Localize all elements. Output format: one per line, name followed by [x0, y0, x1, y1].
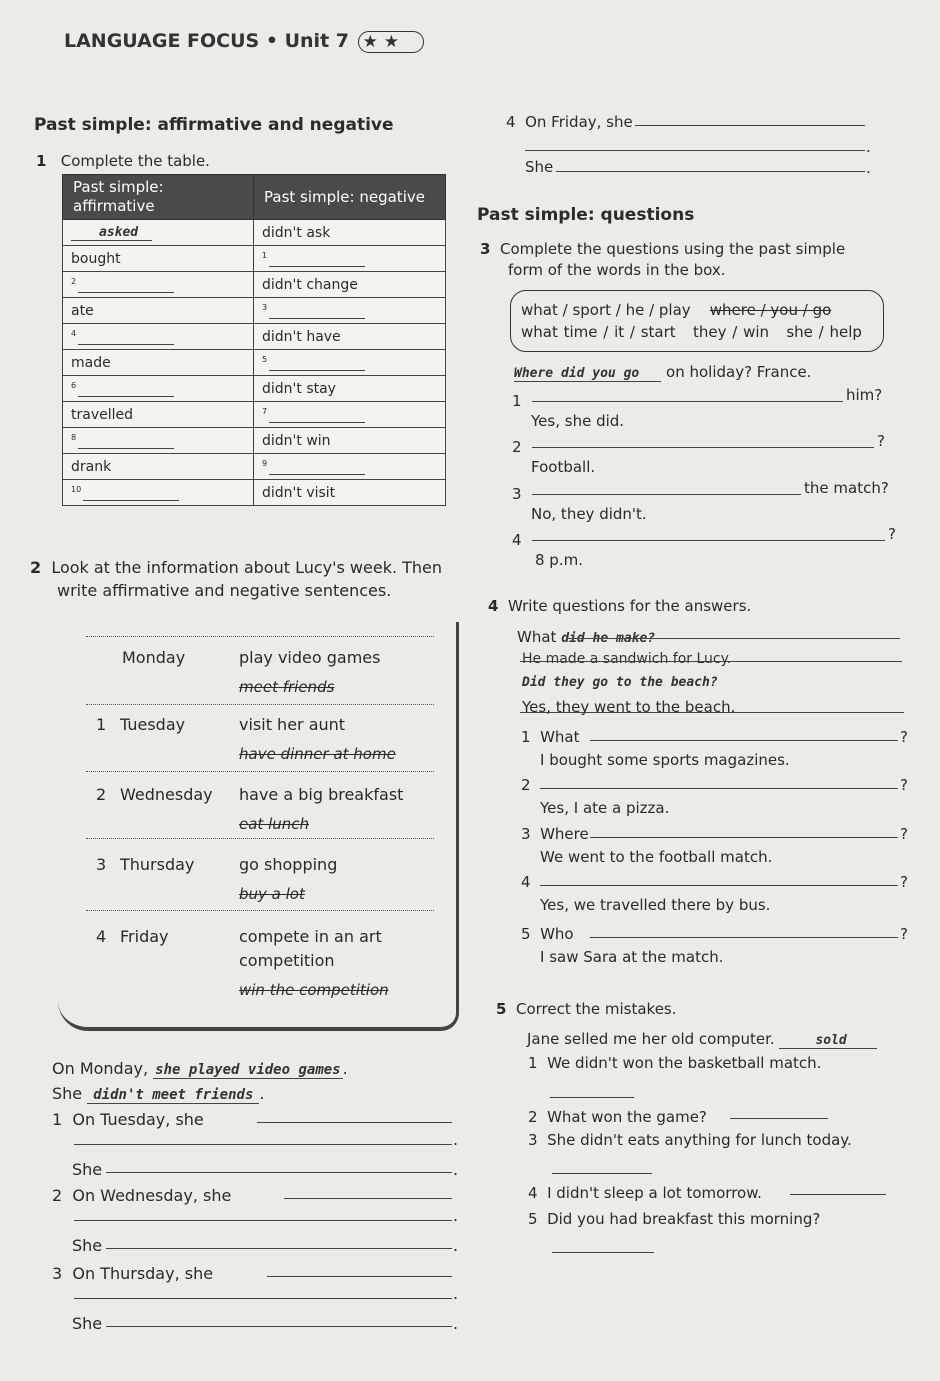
- ex3-example: Where did you go on holiday? France.: [514, 363, 812, 381]
- answer-blank: [269, 356, 365, 371]
- negative-cell[interactable]: [254, 350, 446, 376]
- table-row: [63, 246, 446, 272]
- ex2-item-4-answer-line-2[interactable]: [525, 150, 865, 151]
- affirmative-cell[interactable]: [63, 428, 254, 454]
- affirmative-cell[interactable]: [63, 324, 254, 350]
- item-number: 3: [262, 302, 268, 312]
- question-mark: ?: [900, 825, 908, 843]
- table-row: [63, 220, 446, 246]
- ex3-answer-line[interactable]: [532, 401, 843, 402]
- ex2-example-affirmative: On Monday, she played video games .: [52, 1059, 348, 1078]
- ex3-answer-line[interactable]: [532, 540, 885, 541]
- affirmative-cell: bought: [63, 246, 254, 272]
- ex5-answer-line[interactable]: [552, 1252, 654, 1253]
- ex4-answer: We went to the football match.: [540, 848, 773, 866]
- word-box: [510, 290, 884, 352]
- answer-line[interactable]: [106, 1248, 452, 1249]
- item-number: 1: [262, 250, 268, 260]
- exercise-1-instruction: 1 Complete the table.: [36, 152, 210, 170]
- table-row: [63, 350, 446, 376]
- period: .: [866, 138, 871, 156]
- ex5-example: Jane selled me her old computer. sold: [527, 1030, 877, 1049]
- ex5-sentence: 5 Did you had breakfast this morning?: [528, 1210, 821, 1228]
- table-row: [63, 324, 446, 350]
- period: .: [453, 1236, 459, 1255]
- answer-line[interactable]: [106, 1172, 452, 1173]
- table-row: [63, 428, 446, 454]
- negative-cell: didn't ask: [254, 220, 446, 246]
- activity-done: play video games: [239, 648, 381, 667]
- item-number: 5: [262, 354, 268, 364]
- answer-line[interactable]: [284, 1198, 452, 1199]
- ex4-answer-line[interactable]: [590, 740, 898, 741]
- item-number: 10: [71, 484, 82, 494]
- difficulty-stars: ★ ★: [358, 31, 424, 53]
- ex2-item-4-answer-line[interactable]: [635, 125, 865, 126]
- ex3-question-end: the match?: [804, 479, 889, 497]
- ex2-item-she: She: [72, 1236, 103, 1255]
- ex5-answer-line[interactable]: [730, 1118, 828, 1119]
- affirmative-cell: ate: [63, 298, 254, 324]
- affirmative-cell: drank: [63, 454, 254, 480]
- ex4-question: 1 What: [521, 728, 580, 746]
- ex2-item-she: She: [72, 1314, 103, 1333]
- question-mark: ?: [900, 873, 908, 891]
- ex4-question: 5 Who: [521, 925, 574, 943]
- answer-blank: [269, 408, 365, 423]
- question-mark: ?: [900, 728, 908, 746]
- question-mark: ?: [900, 776, 908, 794]
- answer-blank: [269, 460, 365, 475]
- day-label: Monday: [122, 648, 186, 667]
- ex4-example-question: What did he make?: [517, 628, 656, 646]
- ex3-answer: Yes, she did.: [531, 412, 625, 430]
- ex2-example-negative: She didn't meet friends .: [52, 1084, 265, 1103]
- table-header-affirmative: Past simple: affirmative: [63, 175, 254, 220]
- item-number: 7: [262, 406, 268, 416]
- ex4-answer: Yes, we travelled there by bus.: [540, 896, 771, 914]
- answer-blank: [269, 304, 365, 319]
- activity-not-done: meet friends: [239, 678, 335, 696]
- table-row: [63, 454, 446, 480]
- ex3-item-number: 3: [512, 485, 522, 503]
- exercise-5-instruction: 5 Correct the mistakes.: [496, 1000, 677, 1018]
- answer-blank: [83, 486, 179, 501]
- negative-cell: didn't change: [254, 272, 446, 298]
- page-title: LANGUAGE FOCUS • Unit 7 ★ ★: [64, 30, 424, 53]
- ex2-item: 3 On Thursday, she: [52, 1264, 214, 1283]
- question-mark: ?: [900, 925, 908, 943]
- day-label: 4 Friday: [96, 927, 169, 946]
- affirmative-cell: travelled: [63, 402, 254, 428]
- answer-blank: [269, 252, 365, 267]
- table-row: [63, 272, 446, 298]
- ex4-question: 3 Where: [521, 825, 589, 843]
- ex3-answer: No, they didn't.: [531, 505, 647, 523]
- exercise-3-instruction: 3 Complete the questions using the past simple form of the words in the box.: [480, 240, 846, 279]
- answer-blank: [78, 330, 174, 345]
- answer-line[interactable]: [74, 1298, 452, 1299]
- ex5-sentence: 3 She didn't eats anything for lunch today.: [528, 1131, 852, 1149]
- ex3-answer: 8 p.m.: [535, 551, 583, 569]
- ex5-sentence: 1 We didn't won the basketball match.: [528, 1054, 822, 1072]
- answer-blank: [78, 278, 174, 293]
- ex3-item-number: 2: [512, 438, 522, 456]
- activity-done: go shopping: [239, 855, 338, 874]
- ex4-example-answer: He made a sandwich for Lucy.: [522, 651, 732, 667]
- affirmative-cell: asked: [63, 220, 254, 246]
- answer-line[interactable]: [257, 1122, 452, 1123]
- ex2-item-4-she-line[interactable]: [556, 171, 865, 172]
- answer-blank: [78, 382, 174, 397]
- ex4-answer-line[interactable]: [540, 788, 898, 789]
- ex4-answer-line[interactable]: [540, 885, 898, 886]
- ex3-answer: Football.: [531, 458, 596, 476]
- table-header-negative: Past simple: negative: [254, 175, 446, 220]
- answer-line[interactable]: [74, 1144, 452, 1145]
- ex5-answer-line[interactable]: [790, 1194, 886, 1195]
- ex5-answer-line[interactable]: [550, 1097, 634, 1098]
- verb-table: [62, 174, 446, 506]
- ex3-question-end: ?: [877, 432, 885, 450]
- ex2-item-4-she: She: [525, 158, 554, 176]
- ex2-item-4: 4 On Friday, she: [506, 113, 633, 131]
- period: .: [866, 159, 871, 177]
- ex2-item-she: She: [72, 1160, 103, 1179]
- activity-done: visit her aunt: [239, 715, 346, 734]
- period: .: [453, 1130, 459, 1149]
- negative-cell: didn't stay: [254, 376, 446, 402]
- negative-cell[interactable]: [254, 454, 446, 480]
- item-number: 8: [71, 432, 77, 442]
- section-title-affirmative-negative: Past simple: affirmative and negative: [34, 115, 394, 135]
- exercise-4-instruction: 4 Write questions for the answers.: [488, 597, 752, 615]
- item-number: 9: [262, 458, 268, 468]
- negative-cell[interactable]: [254, 246, 446, 272]
- crossed-out-phrase: where / you / go: [709, 301, 832, 319]
- negative-cell: didn't have: [254, 324, 446, 350]
- period: .: [453, 1314, 459, 1333]
- ex3-question-end: him?: [846, 386, 883, 404]
- ex4-example-2-question: Did they go to the beach?: [522, 675, 718, 690]
- ex4-answer-line[interactable]: [590, 937, 898, 938]
- ex4-answer: Yes, I ate a pizza.: [540, 799, 670, 817]
- ex3-answer-line[interactable]: [532, 447, 874, 448]
- activity-done-cont: competition: [239, 951, 335, 970]
- day-label: 2 Wednesday: [96, 785, 213, 804]
- ex2-item: 2 On Wednesday, she: [52, 1186, 232, 1205]
- answer-blank: [78, 434, 174, 449]
- ex3-item-number: 4: [512, 531, 522, 549]
- ex5-sentence: 2 What won the game?: [528, 1108, 707, 1126]
- table-row: [63, 376, 446, 402]
- item-number: 6: [71, 380, 77, 390]
- ex4-answer: I bought some sports magazines.: [540, 751, 790, 769]
- activity-done: compete in an art: [239, 927, 382, 946]
- affirmative-cell[interactable]: [63, 480, 254, 506]
- ex3-question-end: ?: [888, 525, 896, 543]
- activity-not-done: win the competition: [239, 981, 389, 999]
- negative-cell: didn't win: [254, 428, 446, 454]
- ex3-answer-line[interactable]: [532, 494, 801, 495]
- section-title-questions: Past simple: questions: [477, 205, 695, 225]
- table-row: [63, 480, 446, 506]
- affirmative-cell[interactable]: [63, 272, 254, 298]
- ex4-example-2-answer: Yes, they went to the beach.: [522, 698, 736, 716]
- day-label: 3 Thursday: [96, 855, 195, 874]
- period: .: [453, 1206, 459, 1225]
- ex3-item-number: 1: [512, 392, 522, 410]
- ex4-question: 2: [521, 776, 531, 794]
- affirmative-cell: made: [63, 350, 254, 376]
- ex4-answer-line[interactable]: [590, 837, 898, 838]
- table-row: [63, 402, 446, 428]
- activity-not-done: buy a lot: [239, 885, 305, 903]
- item-number: 4: [71, 328, 77, 338]
- exercise-2-instruction: 2 Look at the information about Lucy's week. Then write affirmative and negative sentences.: [30, 558, 443, 600]
- answer-line[interactable]: [106, 1326, 452, 1327]
- ex4-question: 4: [521, 873, 531, 891]
- item-number: 2: [71, 276, 77, 286]
- negative-cell[interactable]: [254, 402, 446, 428]
- ex2-item: 1 On Tuesday, she: [52, 1110, 204, 1129]
- activity-not-done: eat lunch: [239, 815, 310, 833]
- word-box-row-2: what time / it / start they / win she / help: [521, 323, 862, 341]
- activity-done: have a big breakfast: [239, 785, 404, 804]
- day-label: 1 Tuesday: [96, 715, 186, 734]
- negative-cell[interactable]: [254, 298, 446, 324]
- answer-line[interactable]: [267, 1276, 452, 1277]
- ex4-answer: I saw Sara at the match.: [540, 948, 724, 966]
- period: .: [453, 1160, 459, 1179]
- word-box-row-1: what / sport / he / play where / you / go: [521, 301, 832, 319]
- table-row: [63, 298, 446, 324]
- affirmative-cell[interactable]: [63, 376, 254, 402]
- activity-not-done: have dinner at home: [239, 745, 396, 763]
- period: .: [453, 1284, 459, 1303]
- negative-cell: didn't visit: [254, 480, 446, 506]
- ex5-sentence: 4 I didn't sleep a lot tomorrow.: [528, 1184, 762, 1202]
- ex5-answer-line[interactable]: [552, 1173, 652, 1174]
- answer-line[interactable]: [74, 1220, 452, 1221]
